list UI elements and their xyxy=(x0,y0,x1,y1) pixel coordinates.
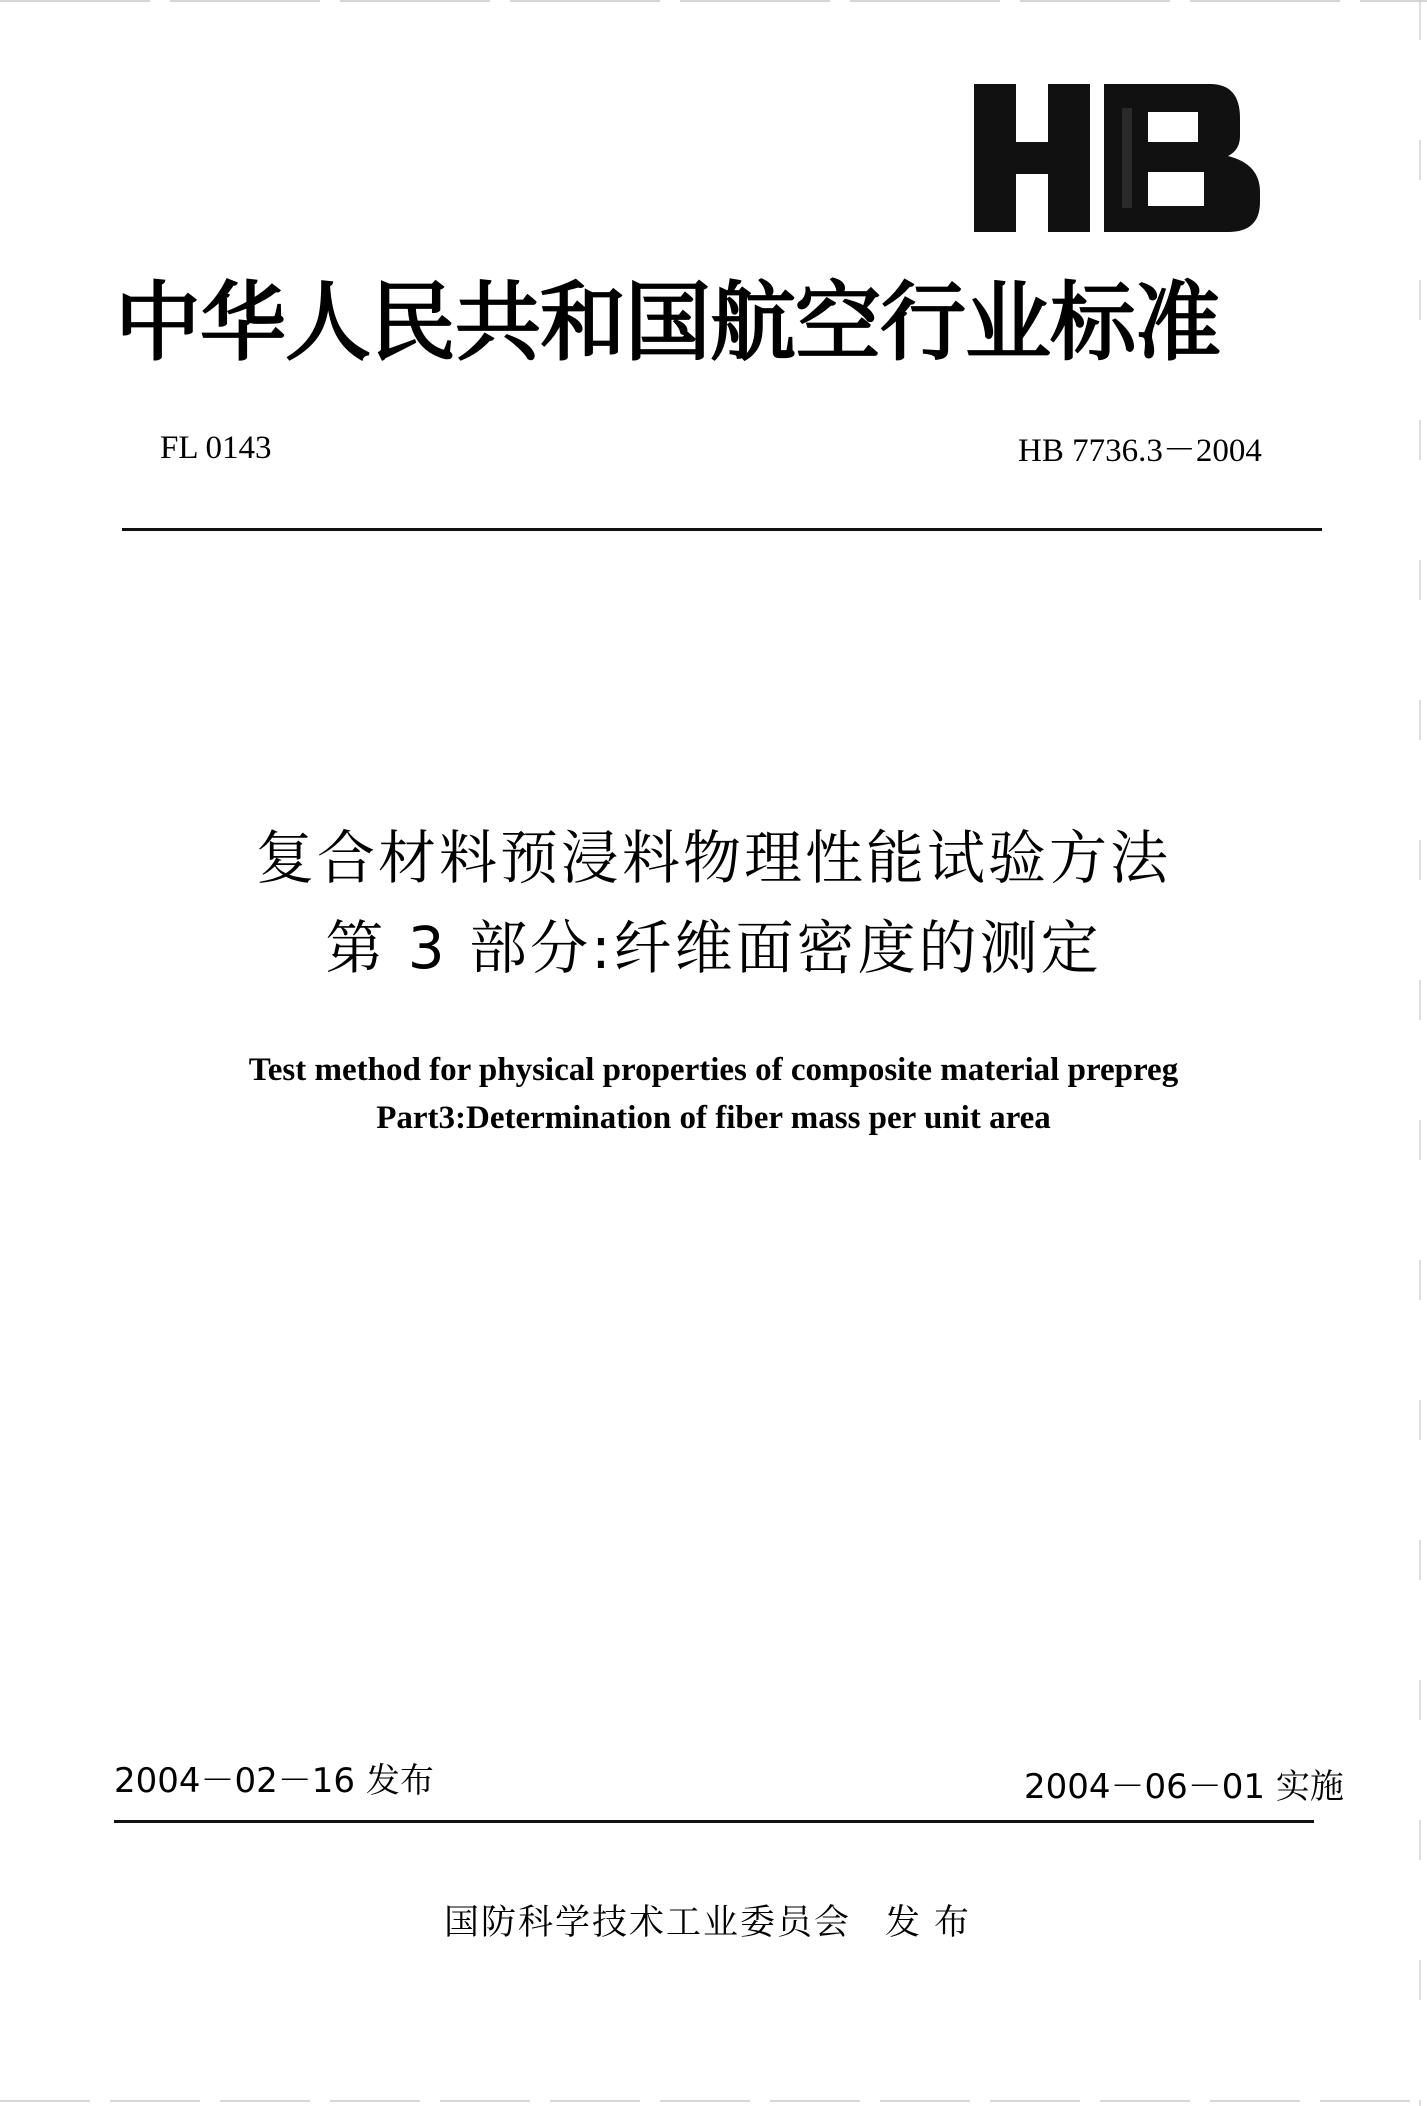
hb-logo-text xyxy=(972,232,973,233)
standard-number: HB 7736.3－2004 xyxy=(1018,433,1262,469)
implementation-date: 2004－06－01 实施 xyxy=(1024,1767,1344,1807)
classification-code: FL 0143 xyxy=(160,430,272,466)
chinese-title-line-2: 第 3 部分:纤维面密度的测定 xyxy=(325,914,1102,982)
chinese-title-line-1: 复合材料预浸料物理性能试验方法 xyxy=(255,824,1171,892)
english-title-line-2: Part3:Determination of fiber mass per unit area xyxy=(376,1100,1051,1136)
header-divider xyxy=(122,528,1322,531)
hb-logo-graphic xyxy=(972,84,1262,232)
hb-logo xyxy=(972,84,1262,232)
scan-artifact-bottom xyxy=(0,2100,1427,2102)
scan-artifact-top xyxy=(0,0,1427,2)
footer-divider xyxy=(114,1820,1314,1823)
publisher-line xyxy=(0,1900,1427,1946)
english-title-line-1: Test method for physical properties of composite material prepreg xyxy=(248,1052,1179,1088)
issue-date: 2004－02－16 发布 xyxy=(114,1761,434,1801)
issuing-standard-title: 中华人民共和国航空行业标准 xyxy=(115,273,1220,373)
publisher-name: 国防科学技术工业委员会 xyxy=(443,1903,851,1943)
publisher-action: 发布 xyxy=(885,1903,984,1943)
